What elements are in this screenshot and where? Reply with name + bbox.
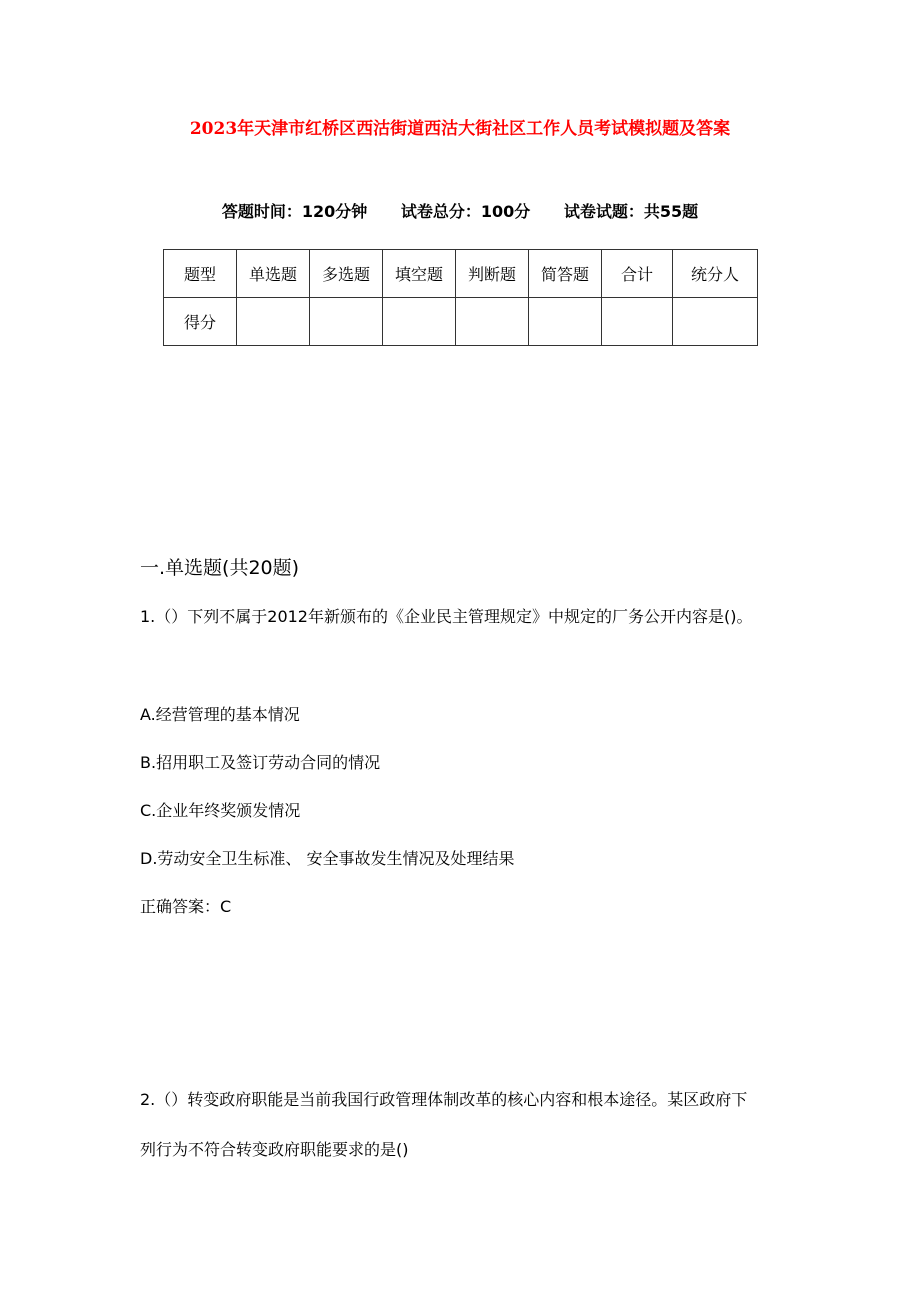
header-cell: 合计	[602, 250, 673, 298]
question-1-answer: 正确答案：C	[140, 897, 232, 916]
question-1-option-d: D.劳动安全卫生标准、 安全事故发生情况及处理结果	[140, 849, 515, 868]
header-cell: 单选题	[237, 250, 310, 298]
exam-question-count: 试卷试题：共55题	[563, 202, 699, 221]
exam-total-score: 试卷总分：100分	[400, 202, 531, 221]
question-1-option-b: B.招用职工及签订劳动合同的情况	[140, 753, 381, 772]
document-title: 2023年天津市红桥区西沽街道西沽大街社区工作人员考试模拟题及答案	[189, 119, 731, 139]
header-cell: 多选题	[310, 250, 383, 298]
score-table-header-row	[164, 250, 758, 298]
question-1-option-c: C.企业年终奖颁发情况	[140, 801, 301, 820]
section-heading: 一.单选题(共20题)	[140, 557, 300, 579]
row-label: 得分	[164, 298, 237, 346]
score-table	[163, 249, 758, 346]
score-cell	[602, 298, 673, 346]
score-cell	[237, 298, 310, 346]
question-2-text-line2: 列行为不符合转变政府职能要求的是()	[140, 1140, 409, 1159]
header-cell: 题型	[164, 250, 237, 298]
score-cell	[673, 298, 758, 346]
header-cell: 统分人	[673, 250, 758, 298]
score-cell	[383, 298, 456, 346]
score-table-score-row	[164, 298, 758, 346]
header-cell: 填空题	[383, 250, 456, 298]
score-cell	[529, 298, 602, 346]
question-1-option-a: A.经营管理的基本情况	[140, 705, 300, 724]
header-cell: 简答题	[529, 250, 602, 298]
exam-time: 答题时间：120分钟	[221, 202, 368, 221]
score-cell	[310, 298, 383, 346]
score-cell	[456, 298, 529, 346]
exam-meta	[0, 199, 920, 222]
question-2-text-line1: 2.（）转变政府职能是当前我国行政管理体制改革的核心内容和根本途径。某区政府下	[140, 1090, 748, 1109]
header-cell: 判断题	[456, 250, 529, 298]
question-1-text: 1.（）下列不属于2012年新颁布的《企业民主管理规定》中规定的厂务公开内容是()。	[140, 607, 753, 626]
